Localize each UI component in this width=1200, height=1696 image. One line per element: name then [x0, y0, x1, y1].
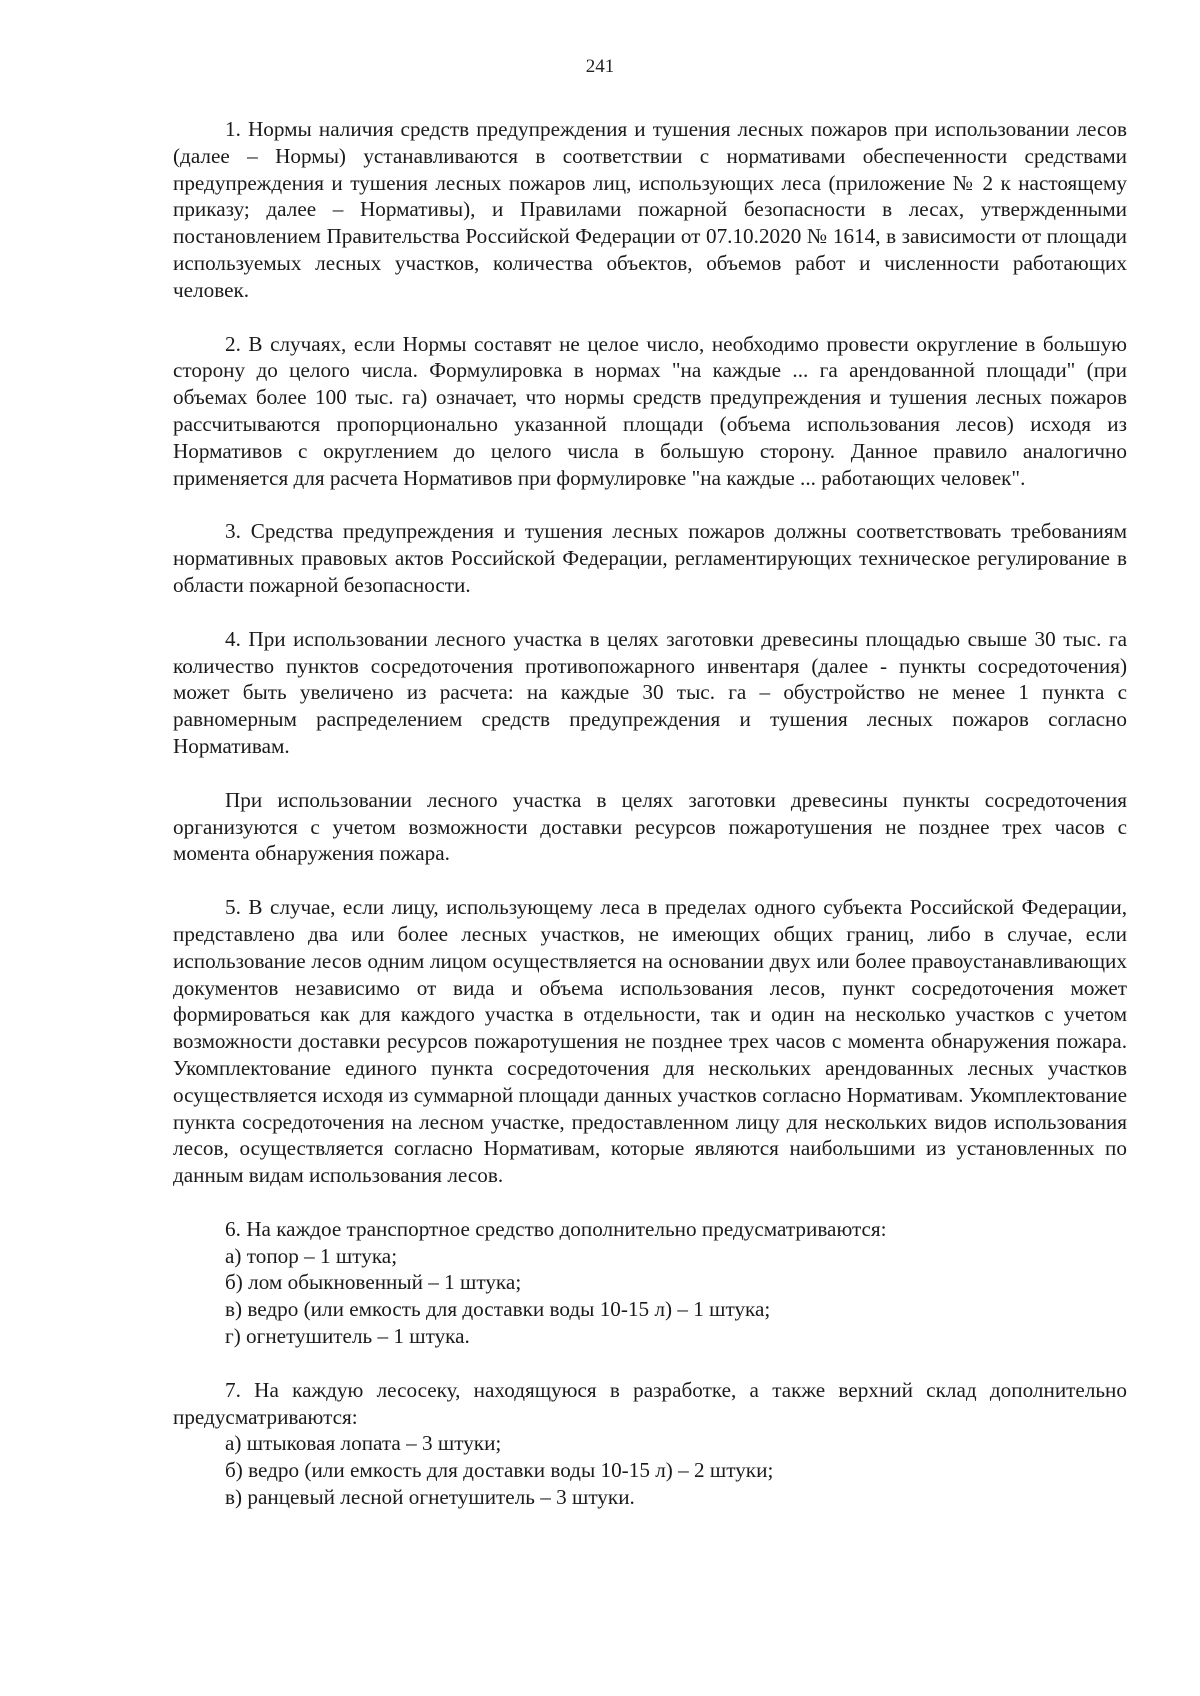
list-item: г) огнетушитель – 1 штука. — [225, 1324, 470, 1349]
paragraph-4-continued: При использовании лесного участка в целях заготовки древесины пункты сосредоточения организуются с учетом возможности доставки ресурсов пожаротушения не позднее трех часов с момента обнаружения пожара. — [173, 787, 1127, 866]
section-7-intro: 7. На каждую лесосеку, находящуюся в разработке, а также верхний склад дополнительно предусматриваются: — [173, 1377, 1127, 1429]
section-6-intro: 6. На каждое транспортное средство дополнительно предусматриваются: — [225, 1216, 887, 1241]
section-7-list — [173, 1377, 1127, 1511]
paragraph-1: 1. Нормы наличия средств предупреждения и тушения лесных пожаров при использовании лесов (далее – Нормы) устанавливаются в соответствии с нормативами обеспеченности средствами предупреждения и тушения лесных пожаров лиц, использующих леса (приложение № 2 к настоящему приказу; далее – Нормативы), и Правилами пожарной безопасности в лесах, утвержденными постановлением Правительства Российской Федерации от 07.10.2020 № 1614, в зависимости от площади используемых лесных участков, количества объектов, объемов работ и численности работающих человек. — [173, 117, 1127, 302]
section-6-list — [173, 1216, 1127, 1350]
list-item: б) ведро (или емкость для доставки воды 10-15 л) – 2 штуки; — [225, 1458, 774, 1483]
list-item: б) лом обыкновенный – 1 штука; — [225, 1270, 522, 1295]
list-item: а) штыковая лопата – 3 штуки; — [225, 1431, 502, 1456]
list-item: в) ранцевый лесной огнетушитель – 3 штуки. — [225, 1485, 635, 1510]
paragraph-3: 3. Средства предупреждения и тушения лесных пожаров должны соответствовать требованиям нормативных правовых актов Российской Федерации, регламентирующих техническое регулирование в области пожарной безопасности. — [173, 519, 1127, 597]
list-item: в) ведро (или емкость для доставки воды 10-15 л) – 1 штука; — [225, 1297, 771, 1322]
document-body — [173, 116, 1127, 1538]
list-item: а) топор – 1 штука; — [225, 1243, 398, 1268]
page-number: 241 — [585, 56, 615, 77]
paragraph-4: 4. При использовании лесного участка в целях заготовки древесины площадью свыше 30 тыс. га количество пунктов сосредоточения противопожарного инвентаря (далее - пункты сосредоточения) может быть увеличено из расчета: на каждые 30 тыс. га – обустройство не менее 1 пункта с равномерным распределением средств предупреждения и тушения лесных пожаров согласно Нормативам. — [173, 626, 1127, 758]
paragraph-5: 5. В случае, если лицу, использующему леса в пределах одного субъекта Российской Федерации, представлено два или более лесных участков, не имеющих общих границ, либо в случае, если использование лесов одним лицом осуществляется на основании двух или более правоустанавливающих документов независимо от вида и объема использования лесов, пункт сосредоточения может формироваться как для каждого участка в отдельности, так и один на несколько участков с учетом возможности доставки ресурсов пожаротушения не позднее трех часов с момента обнаружения пожара. Укомплектование единого пункта сосредоточения для нескольких арендованных лесных участков осуществляется исходя из суммарной площади данных участков согласно Нормативам. Укомплектование пункта сосредоточения на лесном участке, предоставленном лицу для нескольких видов использования лесов, осуществляется согласно Нормативам, которые являются наибольшими из установленных по данным видам использования лесов. — [173, 895, 1127, 1188]
paragraph-2: 2. В случаях, если Нормы составят не целое число, необходимо провести округление в большую сторону до целого числа. Формулировка в нормах "на каждые ... га арендованной площади" (при объемах более 100 тыс. га) означает, что нормы средств предупреждения и тушения лесных пожаров рассчитываются пропорционально указанной площади (объема использования лесов) исходя из Нормативов с округлением до целого числа в большую сторону. Данное правило аналогично применяется для расчета Нормативов при формулировке "на каждые ... работающих человек". — [173, 331, 1127, 490]
